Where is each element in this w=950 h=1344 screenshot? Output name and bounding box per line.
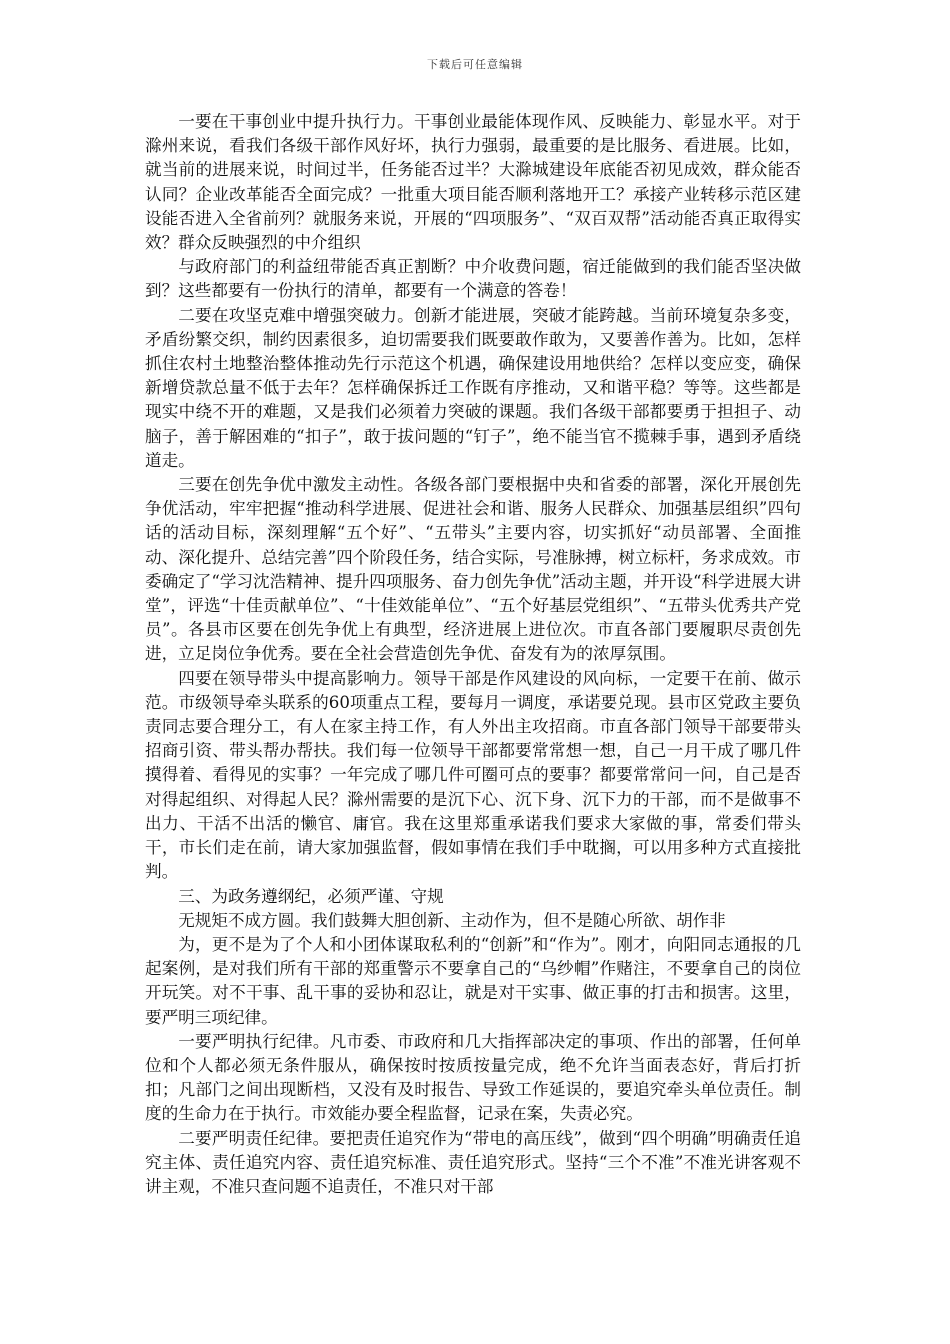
paragraph: 一要在干事创业中提升执行力。干事创业最能体现作风、反映能力、彰显水平。对于滁州来说，看我们各级干部作风好坏，执行力强弱，最重要的是比服务、看进展。比如，就当前的进展来说，时间过半，任务能否过半？大滁城建设年底能否初见成效，群众能否认同？企业改革能否全面完成？一批重大项目能否顺利落地开工？承接产业转移示范区建设能否进入全省前列？就服务来说，开展的“四项服务”、“双百双帮”活动能否真正取得实效？群众反映强烈的中介组织 <box>145 112 801 253</box>
paragraph: 四要在领导带头中提高影响力。领导干部是作风建设的风向标，一定要干在前、做示范。市级领导牵头联系的60项重点工程，要每月一调度，承诺要兑现。县市区党政主要负责同志要合理分工，有人在家主持工作，有人外出主攻招商。市直各部门领导干部要带头招商引资、带头帮办帮扶。我们每一位领导干部都要常常想一想，自己一月干成了哪几件摸得着、看得见的实事？一年完成了哪几件可圈可点的要事？都要常常问一问，自己是否对得起组织、对得起人民？滁州需要的是沉下心、沉下身、沉下力的干部，而不是做事不出力、干活不出活的懒官、庸官。我在这里郑重承诺我们要求大家做的事，常委们带头干，市长们走在前，请大家加强监督，假如事情在我们手中耽搁，可以用多种方式直接批判。 <box>145 668 801 882</box>
section-heading: 三、为政务遵纲纪，必须严谨、守规 <box>178 886 444 906</box>
paragraph: 为，更不是为了个人和小团体谋取私利的“创新”和“作为”。刚才，向阳同志通报的几起案例，是对我们所有干部的郑重警示不要拿自己的“乌纱帽”作赌注，不要拿自己的岗位开玩笑。对不干事、乱干事的妥协和忍让，就是对干实事、做正事的打击和损害。这里，要严明三项纪律。 <box>145 934 801 1027</box>
page-header: 下载后可任意编辑 <box>427 58 523 71</box>
paragraph: 二要在攻坚克难中增强突破力。创新才能进展，突破才能跨越。当前环境复杂多变，矛盾纷繁交织，制约因素很多，迫切需要我们既要敢作敢为，又要善作善为。比如，怎样抓住农村土地整治整体推动先行示范这个机遇，确保建设用地供给？怎样以变应变，确保新增贷款总量不低于去年？怎样确保拆迁工作既有序推动，又和谐平稳？等等。这些都是现实中绕不开的难题，又是我们必须着力突破的课题。我们各级干部都要勇于担担子、动脑子，善于解困难的“扣子”，敢于拔问题的“钉子”，绝不能当官不揽棘手事，遇到矛盾绕道走。 <box>145 305 801 470</box>
paragraph: 三要在创先争优中激发主动性。各级各部门要根据中央和省委的部署，深化开展创先争优活动，牢牢把握“推动科学进展、促进社会和谐、服务人民群众、加强基层组织”四句话的活动目标，深刻理解“五个好”、“五带头”主要内容，切实抓好“动员部署、全面推动、深化提升、总结完善”四个阶段任务，结合实际，号准脉搏，树立标杆，务求成效。市委确定了“学习沈浩精神、提升四项服务、奋力创先争优”活动主题，并开设“科学进展大讲堂”，评选“十佳贡献单位”、“十佳效能单位”、“五个好基层党组织”、“五带头优秀共产党员”。各县市区要在创先争优上有典型，经济进展上进位次。市直各部门要履职尽责创先进，立足岗位争优秀。要在全社会营造创先争优、奋发有为的浓厚氛围。 <box>145 475 802 664</box>
paragraph: 与政府部门的利益纽带能否真正割断？中介收费问题，宿迁能做到的我们能否坚决做到？这些都要有一份执行的清单，都要有一个满意的答卷！ <box>145 257 801 301</box>
paragraph: 二要严明责任纪律。要把责任追究作为“带电的高压线”，做到“四个明确”明确责任追究主体、责任追究内容、责任追究标准、责任追究形式。坚持“三个不准”不准光讲客观不讲主观，不准只查问题不追责任，不准只对干部 <box>145 1128 801 1196</box>
paragraph: 无规矩不成方圆。我们鼓舞大胆创新、主动作为，但不是随心所欲、胡作非 <box>178 910 726 930</box>
document-body <box>145 110 801 1199</box>
paragraph: 一要严明执行纪律。凡市委、市政府和几大指挥部决定的事项、作出的部署，任何单位和个人都必须无条件服从，确保按时按质按量完成，绝不允许当面表态好，背后打折扣；凡部门之间出现断档，又没有及时报告、导致工作延误的，要追究牵头单位责任。制度的生命力在于执行。市效能办要全程监督，记录在案，失责必究。 <box>145 1031 801 1124</box>
